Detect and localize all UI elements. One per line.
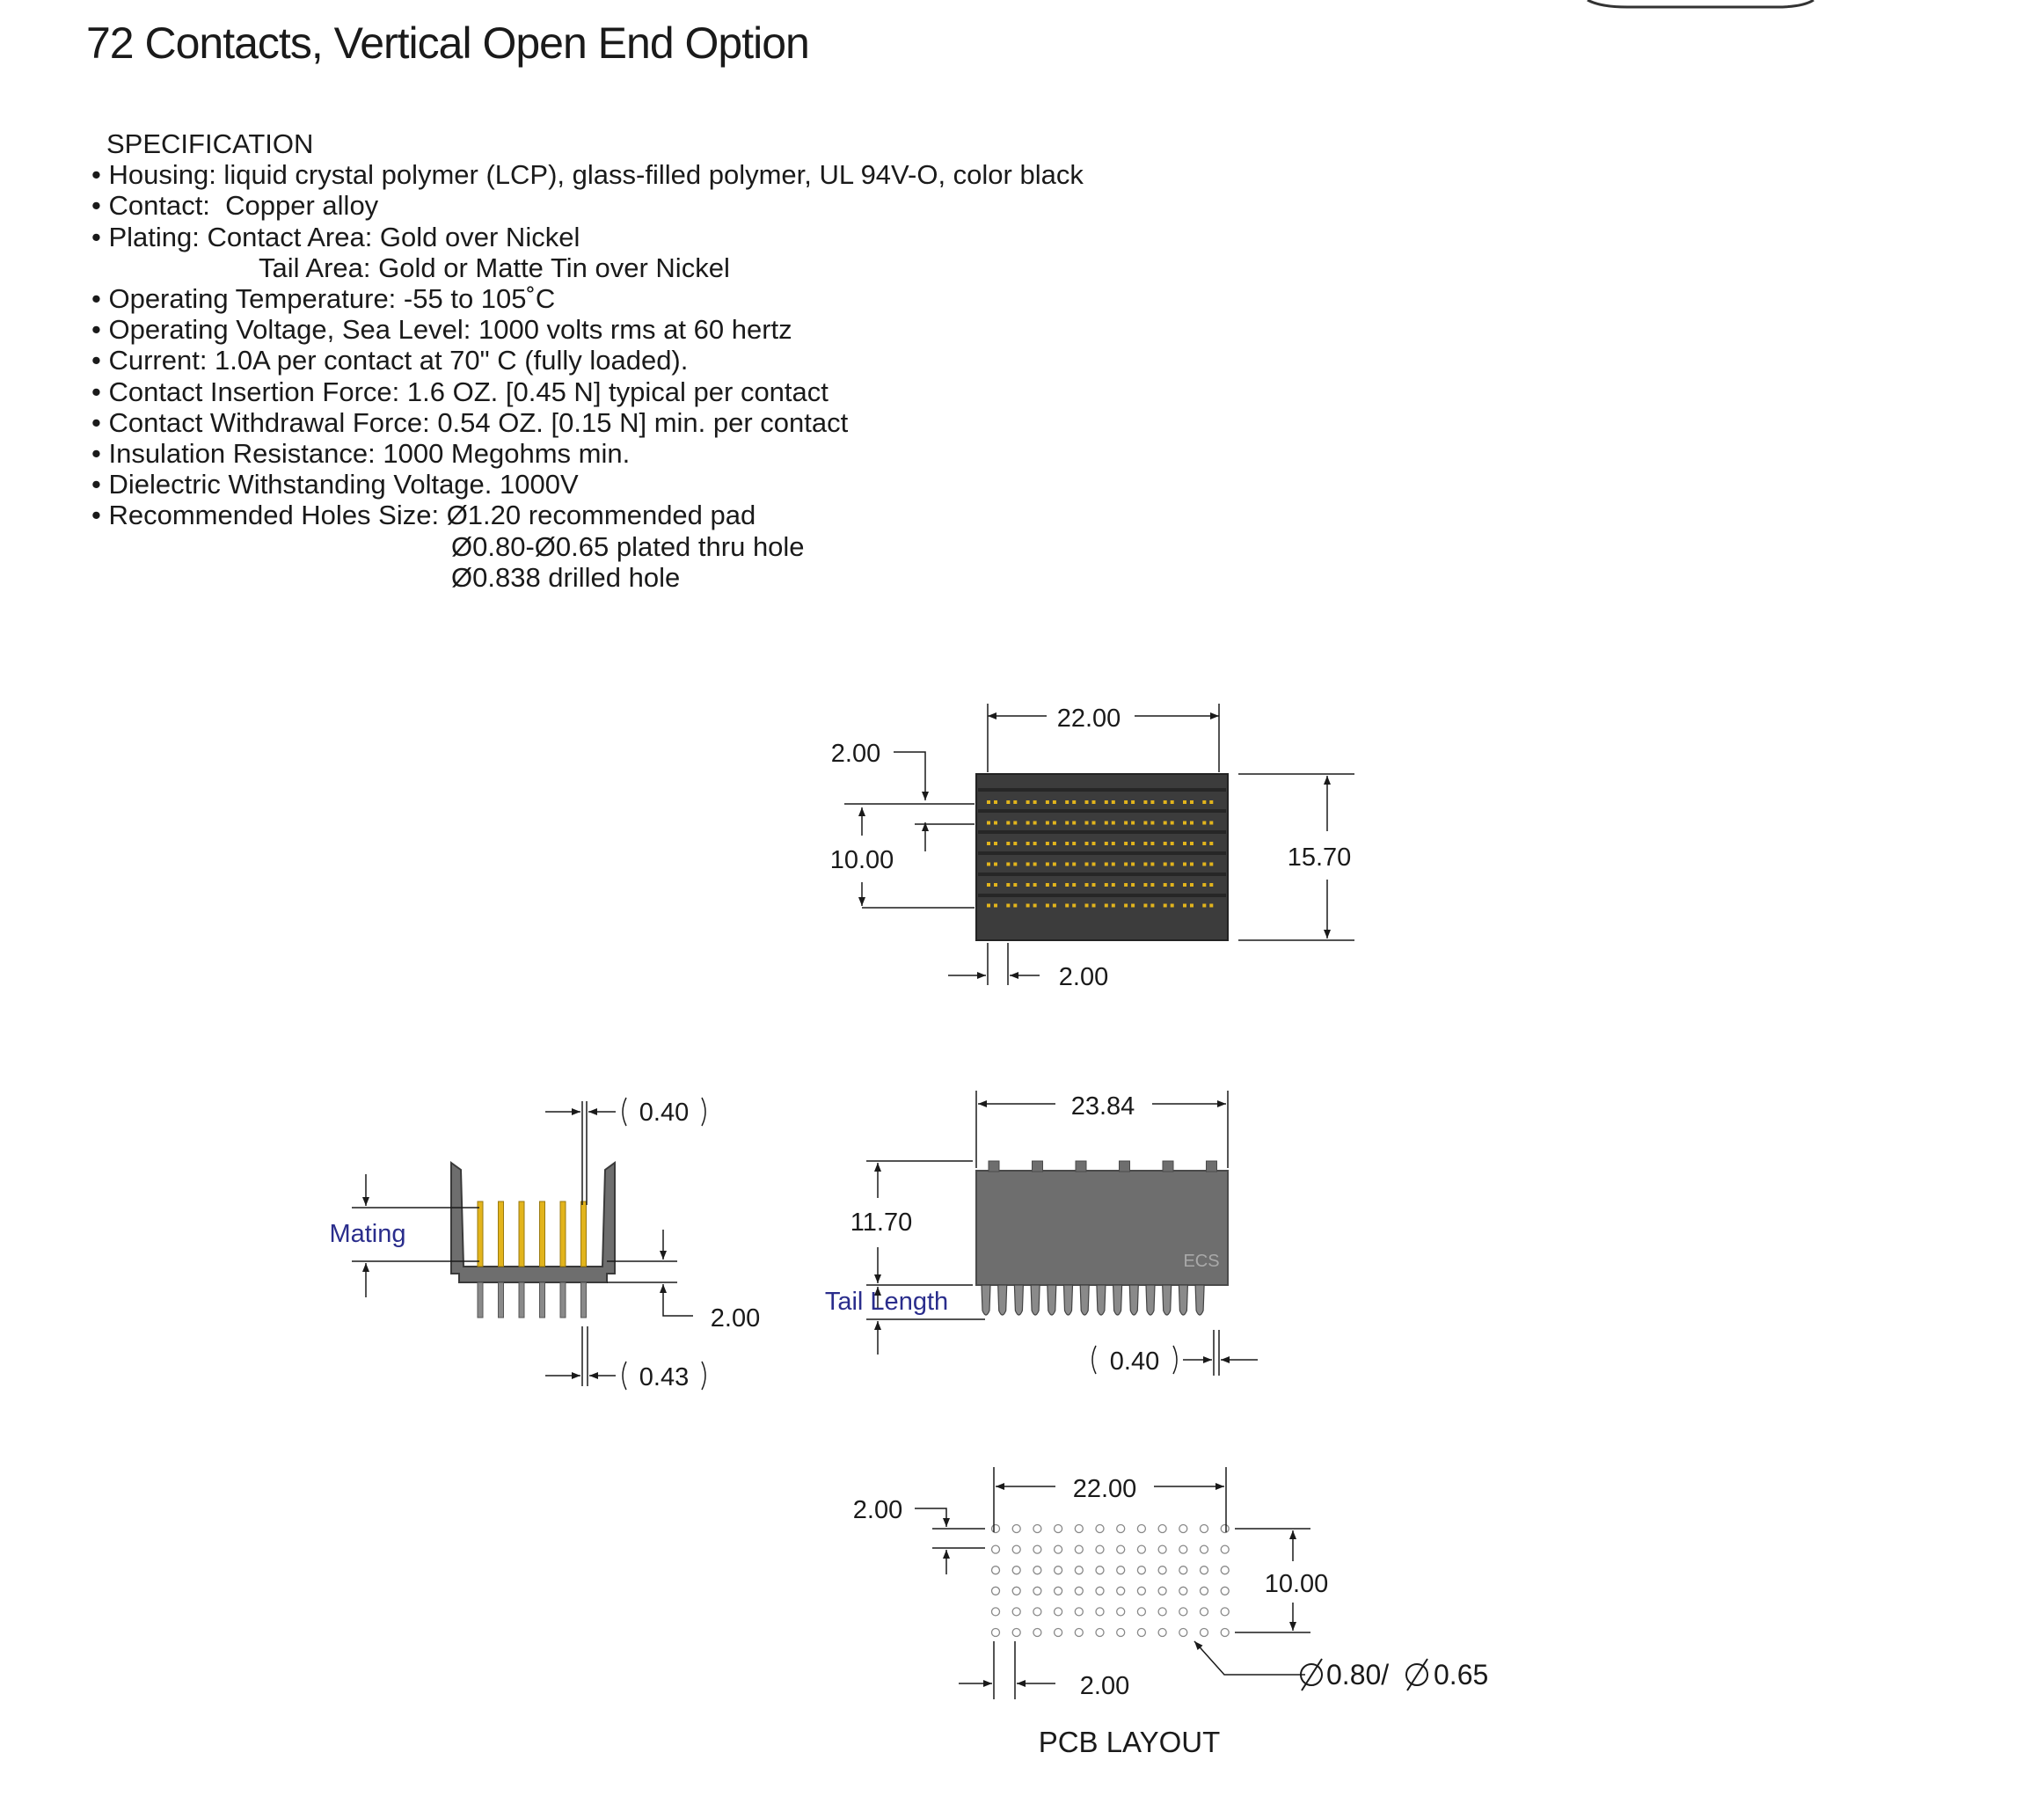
top-view [830,704,1354,991]
contact-pin-dot [1006,904,1010,908]
contact-pin-dot [1065,800,1069,804]
diameter-symbol-icon [1406,1659,1427,1691]
pcb-hole [1137,1525,1145,1533]
contact-pin-dot [1112,822,1115,825]
pcb-hole [1075,1525,1083,1533]
contact-pin-dot [1202,822,1206,825]
contact-pin-dot [1085,822,1089,825]
contact-pin-dot [1202,883,1206,887]
contact-tail [560,1282,566,1318]
contact-pin-dot [1112,863,1115,866]
contact-pin-dot [1202,863,1206,866]
pcb-hole [1075,1587,1083,1595]
contact-pin-dot [1085,800,1089,804]
contact-pin-dot [1150,842,1154,845]
pcb-hole [1096,1629,1104,1637]
pcb-hole [1201,1545,1208,1553]
pcb-hole [1179,1587,1187,1595]
front-view-width-dim: 23.84 [1070,1092,1135,1121]
contact-pin-dot [1105,822,1108,825]
contact-pin-dot [1171,904,1174,908]
front-view-height-dim: 11.70 [850,1209,913,1237]
pcb-hole [1055,1629,1062,1637]
contact-tail [581,1282,587,1318]
contact-pin-dot [1006,863,1010,866]
contact-pin-dot [1065,842,1069,845]
pcb-rows-span-dim: 10.00 [1264,1570,1329,1598]
contact-pin-dot [1072,800,1076,804]
pcb-hole [992,1629,1000,1637]
pcb-width-dim: 22.00 [1072,1475,1137,1503]
contact-pin-dot [1164,822,1167,825]
side-view-step-dim: 2.00 [710,1304,761,1333]
contact-pin-dot [1092,904,1096,908]
contact-pin-dot [1209,883,1213,887]
pcb-hole [1179,1629,1187,1637]
contact-pin-dot [994,904,997,908]
housing-latch [1120,1161,1130,1172]
pcb-hole [1201,1587,1208,1595]
contact-pin-dot [1143,863,1147,866]
pcb-hole [1179,1545,1187,1553]
contact-pin-dot [1033,883,1037,887]
contact-pin-dot [1046,904,1049,908]
contact-pin-dot [1072,822,1076,825]
housing-latch [1076,1161,1086,1172]
contact-pin-dot [1171,822,1174,825]
contact-pin-dot [1202,800,1206,804]
spec-line-insertion-force: • Contact Insertion Force: 1.6 OZ. [0.45 N] typical per contact [91,376,829,407]
pcb-hole [1179,1566,1187,1574]
spec-line-current: • Current: 1.0A per contact at 70" C (fully loaded). [91,345,689,376]
pcb-hole [1117,1545,1125,1553]
contact-pin-dot [1072,883,1076,887]
contact-pin-dot [1202,904,1206,908]
contact-pin-dot [1209,822,1213,825]
pcb-hole [1137,1566,1145,1574]
pcb-hole-dim-a: 0.80/ [1326,1659,1390,1691]
contact-pin-dot [1164,883,1167,887]
contact-pin-dot [1013,904,1017,908]
contact-pin-dot [1046,800,1049,804]
contact-pin-dot [1026,883,1030,887]
contact-pin-dot [1190,904,1194,908]
contact-pin-dot [1209,904,1213,908]
pcb-hole [1075,1566,1083,1574]
contact-pin-dot [1013,800,1017,804]
contact-pin-dot [987,842,990,845]
contact-tail [519,1282,524,1318]
contact-pin-dot [1013,822,1017,825]
pcb-hole [1117,1525,1125,1533]
side-view-housing [451,1163,615,1282]
contact-pin-dot [1085,842,1089,845]
contact-pin-dot [1033,863,1037,866]
pcb-hole [1033,1566,1041,1574]
contact-pin-dot [994,842,997,845]
spec-line-contact: • Contact: Copper alloy [91,190,379,222]
contact-pin-dot [1209,800,1213,804]
contact-pin-dot [1046,842,1049,845]
contact-pin-dot [1143,822,1147,825]
contact-tail [1129,1285,1138,1315]
pcb-hole [1137,1545,1145,1553]
contact-pin-dot [1006,842,1010,845]
contact-pin-dot [1013,883,1017,887]
pcb-col-offset-dim: 2.00 [1079,1672,1130,1700]
side-view-pin-width-dim: 0.40 [639,1099,690,1127]
spec-line-withdrawal-force: • Contact Withdrawal Force: 0.54 OZ. [0.15 N] min. per contact [91,406,849,438]
contact-pin-dot [1150,904,1154,908]
pcb-hole [1012,1566,1020,1574]
contact-pin-dot [1112,842,1115,845]
pcb-hole [1033,1608,1041,1616]
contact-pin-dot [1085,904,1089,908]
pcb-hole [992,1545,1000,1553]
top-view-row-offset-dim: 2.00 [830,740,881,768]
contact-pin-dot [1124,842,1128,845]
contact-pin-dot [987,822,990,825]
contact-tail [1163,1285,1172,1315]
pcb-hole [992,1525,1000,1533]
pcb-hole [1096,1525,1104,1533]
gold-contact [499,1201,504,1267]
contact-tail [1048,1285,1056,1315]
spec-line-temperature: • Operating Temperature: -55 to 105˚C [91,283,556,315]
contact-pin-dot [994,822,997,825]
front-view-tail-pitch-dim: 0.40 [1109,1347,1160,1376]
page-title: 72 Contacts, Vertical Open End Option [86,18,809,68]
pcb-hole [1033,1525,1041,1533]
pcb-hole [1055,1545,1062,1553]
pcb-hole [1075,1608,1083,1616]
contact-tail [1195,1285,1204,1315]
contact-pin-dot [1046,863,1049,866]
spec-line-housing: • Housing: liquid crystal polymer (LCP), glass-filled polymer, UL 94V-O, color black [91,159,1084,191]
pcb-hole [1201,1608,1208,1616]
contact-pin-dot [1053,800,1056,804]
contact-pin-dot [1124,863,1128,866]
contact-pin-dot [1131,883,1135,887]
contact-pin-dot [1143,883,1147,887]
top-view-height-dim: 15.70 [1287,843,1352,872]
pcb-hole [1179,1608,1187,1616]
spec-line-dielectric: • Dielectric Withstanding Voltage. 1000V [91,469,579,500]
contact-pin-dot [1065,863,1069,866]
contact-pin-dot [1026,842,1030,845]
contact-pin-dot [1013,842,1017,845]
contact-pin-dot [1150,863,1154,866]
pcb-hole [1221,1587,1229,1595]
contact-pin-dot [1112,883,1115,887]
pcb-hole [1158,1525,1166,1533]
pcb-hole [1096,1587,1104,1595]
pcb-hole [1012,1587,1020,1595]
contact-pin-dot [1150,883,1154,887]
pcb-hole [1096,1566,1104,1574]
pcb-hole [1221,1608,1229,1616]
contact-pin-dot [1026,863,1030,866]
contact-tail [540,1282,545,1318]
pcb-hole [1117,1629,1125,1637]
contact-pin-dot [1033,800,1037,804]
contact-pin-dot [1131,822,1135,825]
pcb-hole [1012,1608,1020,1616]
pcb-hole [1075,1545,1083,1553]
contact-pin-dot [1105,883,1108,887]
contact-pin-dot [1053,863,1056,866]
pcb-hole [1075,1629,1083,1637]
pcb-hole [992,1587,1000,1595]
contact-pin-dot [1092,800,1096,804]
pcb-hole [1033,1587,1041,1595]
contact-pin-dot [1202,842,1206,845]
contact-pin-dot [994,883,997,887]
contact-pin-dot [1026,822,1030,825]
pcb-hole [1033,1545,1041,1553]
contact-pin-dot [1072,842,1076,845]
contact-pin-dot [1072,863,1076,866]
pcb-layout-title: PCB LAYOUT [1038,1726,1221,1758]
side-view-tail-width-dim: 0.43 [639,1363,690,1391]
contact-pin-dot [1131,904,1135,908]
pcb-hole [1201,1525,1208,1533]
top-view-col-offset-dim: 2.00 [1058,963,1109,991]
spec-line-drilled-hole: Ø0.838 drilled hole [451,561,681,593]
contact-pin-dot [1124,904,1128,908]
contact-pin-dot [1105,800,1108,804]
contact-pin-dot [1092,863,1096,866]
contact-pin-dot [1085,863,1089,866]
spec-line-voltage: • Operating Voltage, Sea Level: 1000 volts rms at 60 hertz [91,314,792,346]
contact-pin-dot [1046,822,1049,825]
pcb-hole [1221,1629,1229,1637]
pcb-hole [1201,1629,1208,1637]
contact-tail [1014,1285,1023,1315]
contact-pin-dot [1164,904,1167,908]
pcb-hole [1055,1525,1062,1533]
spec-line-insulation: • Insulation Resistance: 1000 Megohms min. [91,438,631,470]
contact-pin-dot [1143,800,1147,804]
pcb-hole [1201,1566,1208,1574]
top-view-rows-span-dim: 10.00 [829,846,894,874]
housing-latch [989,1161,999,1172]
side-view-mating-label: Mating [329,1220,406,1248]
side-view-contacts [478,1201,587,1318]
contact-tail [1146,1285,1155,1315]
contact-pin-dot [1209,842,1213,845]
contact-pin-dot [1143,904,1147,908]
contact-tail [1080,1285,1089,1315]
contact-pin-dot [1092,883,1096,887]
pcb-hole [1137,1629,1145,1637]
contact-pin-dot [1183,822,1186,825]
contact-tail [1179,1285,1187,1315]
contact-pin-dot [1164,800,1167,804]
contact-pin-dot [1112,904,1115,908]
pcb-hole [1117,1566,1125,1574]
contact-pin-dot [1053,883,1056,887]
spec-line-holes: • Recommended Holes Size: Ø1.20 recommended pad [91,500,756,531]
pcb-hole [992,1608,1000,1616]
contact-pin-dot [1092,842,1096,845]
contact-pin-dot [994,863,997,866]
contact-pin-dot [1183,800,1186,804]
contact-pin-dot [1065,822,1069,825]
pcb-hole [1158,1608,1166,1616]
pcb-hole [1033,1629,1041,1637]
contact-pin-dot [994,800,997,804]
housing-latch [1207,1161,1217,1172]
pcb-hole [1117,1587,1125,1595]
contact-tail [1113,1285,1122,1315]
contact-pin-dot [1124,822,1128,825]
gold-contact [540,1201,545,1267]
contact-pin-dot [1190,800,1194,804]
pcb-hole [1117,1608,1125,1616]
pcb-hole [1012,1545,1020,1553]
contact-pin-dot [1131,842,1135,845]
pcb-hole [1055,1587,1062,1595]
pcb-hole [1137,1608,1145,1616]
contact-pin-dot [1006,800,1010,804]
contact-pin-dot [1131,800,1135,804]
contact-tail [478,1282,483,1318]
contact-pin-dot [1033,904,1037,908]
pcb-row-offset-dim: 2.00 [852,1496,903,1524]
contact-pin-dot [1124,883,1128,887]
contact-pin-dot [1190,822,1194,825]
contact-pin-dot [1085,883,1089,887]
corner-tab-shape [1588,0,1814,7]
pcb-hole [1179,1525,1187,1533]
contact-pin-dot [1105,842,1108,845]
pcb-hole [1096,1545,1104,1553]
front-view-tail-length-label: Tail Length [824,1288,949,1316]
contact-pin-dot [1053,904,1056,908]
pcb-hole [1096,1608,1104,1616]
contact-tail [1064,1285,1073,1315]
spec-line-plated-hole: Ø0.80-Ø0.65 plated thru hole [451,530,805,562]
contact-pin-dot [987,800,990,804]
contact-pin-dot [1183,904,1186,908]
pcb-hole [1012,1629,1020,1637]
pcb-hole [1012,1525,1020,1533]
contact-pin-dot [1033,822,1037,825]
contact-pin-dot [1006,883,1010,887]
gold-contact [560,1201,566,1267]
pcb-layout [853,1467,1489,1758]
gold-contact [581,1201,587,1267]
contact-pin-dot [1150,822,1154,825]
pcb-hole-dim-b: 0.65 [1434,1659,1489,1691]
contact-pin-dot [1105,863,1108,866]
contact-pin-dot [1072,904,1076,908]
spec-line-tail-area: Tail Area: Gold or Matte Tin over Nickel [259,252,730,283]
pcb-hole [1158,1629,1166,1637]
contact-tail [499,1282,504,1318]
pcb-hole [1158,1545,1166,1553]
pcb-hole [1158,1566,1166,1574]
contact-pin-dot [987,883,990,887]
gold-contact [478,1201,483,1267]
contact-pin-dot [1046,883,1049,887]
contact-pin-dot [1065,883,1069,887]
contact-pin-dot [1124,800,1128,804]
pcb-hole [1158,1587,1166,1595]
contact-pin-dot [987,863,990,866]
housing-latch [1163,1161,1173,1172]
contact-pin-dot [1190,842,1194,845]
front-view-marking: ECS [1183,1252,1220,1271]
spec-line-plating: • Plating: Contact Area: Gold over Nickel [91,221,580,252]
contact-pin-dot [1171,842,1174,845]
contact-pin-dot [1164,842,1167,845]
pcb-hole-grid [992,1525,1230,1637]
housing-latch [1033,1161,1043,1172]
contact-pin-dot [987,904,990,908]
contact-pin-dot [1092,822,1096,825]
front-view-tails [982,1285,1204,1315]
gold-contact [519,1201,524,1267]
contact-pin-dot [1033,842,1037,845]
contact-pin-dot [1183,863,1186,866]
contact-pin-dot [1105,904,1108,908]
pcb-hole [1137,1587,1145,1595]
pcb-hole [1055,1608,1062,1616]
pcb-hole [1221,1545,1229,1553]
contact-pin-dot [1131,863,1135,866]
contact-tail [998,1285,1007,1315]
contact-pin-dot [1053,822,1056,825]
contact-tail [1031,1285,1040,1315]
contact-pin-dot [1190,883,1194,887]
contact-pin-dot [1026,800,1030,804]
contact-pin-dot [1183,842,1186,845]
contact-pin-dot [1164,863,1167,866]
contact-pin-dot [1171,800,1174,804]
top-view-width-dim: 22.00 [1056,705,1121,733]
pcb-hole [1221,1525,1229,1533]
contact-pin-dot [1190,863,1194,866]
contact-pin-dot [1026,904,1030,908]
contact-pin-dot [1183,883,1186,887]
contact-pin-dot [1143,842,1147,845]
contact-pin-dot [1112,800,1115,804]
contact-pin-dot [1053,842,1056,845]
contact-tail [982,1285,990,1315]
contact-pin-dot [1171,883,1174,887]
pcb-hole [1221,1566,1229,1574]
contact-pin-dot [1209,863,1213,866]
pcb-hole [992,1566,1000,1574]
contact-pin-dot [1065,904,1069,908]
front-view [825,1091,1258,1376]
contact-pin-dot [1150,800,1154,804]
pcb-hole [1055,1566,1062,1574]
top-view-housing [976,774,1228,940]
contact-pin-dot [1013,863,1017,866]
contact-tail [1097,1285,1106,1315]
contact-pin-dot [1006,822,1010,825]
contact-pin-dot [1171,863,1174,866]
side-view [329,1098,760,1391]
spec-heading: SPECIFICATION [106,128,314,159]
